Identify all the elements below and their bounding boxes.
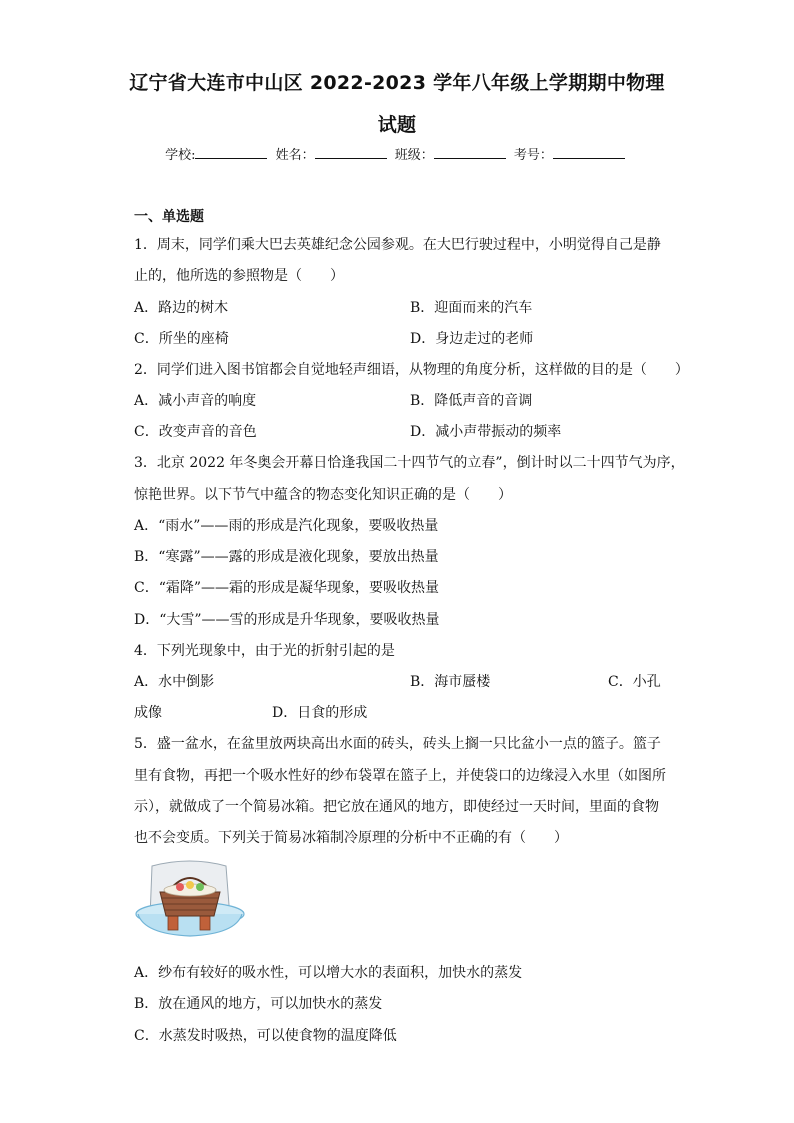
simple-fridge-illustration	[134, 858, 246, 942]
student-info-row	[0, 144, 794, 163]
q2-option-b: B．降低声音的音调	[410, 393, 533, 409]
q1-stem-line1: 1．周末，同学们乘大巴去英雄纪念公园参观。在大巴行驶过程中，小明觉得自己是静	[134, 237, 661, 253]
q4-option-b: B．海市蜃楼	[410, 674, 491, 690]
exam-title-line1: 辽宁省大连市中山区 2022-2023 学年八年级上学期期中物理	[129, 72, 665, 94]
q4-stem-line1: 4．下列光现象中，由于光的折射引起的是	[134, 643, 395, 659]
exam-title-line2: 试题	[377, 114, 417, 136]
q5-stem-line3: 示），就做成了一个简易冰箱。把它放在通风的地方，即使经过一天时间，里面的食物	[134, 799, 659, 815]
q4-option-c: C．小孔	[608, 674, 661, 690]
q3-option-c: C．“霜降”——霜的形成是凝华现象，要吸收热量	[134, 580, 440, 596]
q4-option-d: D．日食的形成	[272, 705, 368, 721]
q1-option-b: B．迎面而来的汽车	[410, 300, 533, 316]
section-heading: 一、单选题	[134, 209, 204, 225]
q5-option-a: A．纱布有较好的吸水性，可以增大水的表面积，加快水的蒸发	[134, 965, 523, 981]
q3-option-d: D．“大雪”——雪的形成是升华现象，要吸收热量	[134, 612, 440, 628]
q5-option-b: B．放在通风的地方，可以加快水的蒸发	[134, 996, 383, 1012]
name-label: 姓名：	[275, 148, 315, 163]
q3-option-a: A．“雨水”——雨的形成是汽化现象，要吸收热量	[134, 518, 439, 534]
q2-stem-line1: 2．同学们进入图书馆都会自觉地轻声细语，从物理的角度分析，这样做的目的是（ ）	[134, 362, 689, 378]
q5-stem-line1: 5．盛一盆水，在盆里放两块高出水面的砖头，砖头上搁一只比盆小一点的篮子。篮子	[134, 736, 661, 752]
exam-number-label: 考号：	[513, 148, 553, 163]
q1-option-c: C．所坐的座椅	[134, 331, 229, 347]
school-blank	[195, 146, 267, 159]
q2-option-c: C．改变声音的音色	[134, 424, 257, 440]
class-label: 班级：	[394, 148, 434, 163]
q1-stem-line2: 止的，他所选的参照物是（ ）	[134, 268, 344, 284]
q4-option-a: A．水中倒影	[134, 674, 215, 690]
q3-stem-line1: 3．北京 2022 年冬奥会开幕日恰逢我国二十四节气的立春”，倒计时以二十四节气为序，	[134, 455, 685, 471]
q1-option-a: A．路边的树木	[134, 300, 229, 316]
q1-option-d: D．身边走过的老师	[410, 331, 534, 347]
q5-stem-line2: 里有食物，再把一个吸水性好的纱布袋罩在篮子上，并使袋口的边缘浸入水里（如图所	[134, 768, 666, 784]
q5-stem-line4: 也不会变质。下列关于简易冰箱制冷原理的分析中不正确的有（ ）	[134, 830, 568, 846]
q3-option-b: B．“寒露”——露的形成是液化现象，要放出热量	[134, 549, 439, 565]
name-blank	[315, 146, 387, 159]
exam-number-blank	[553, 146, 625, 159]
q2-option-a: A．减小声音的响度	[134, 393, 257, 409]
q5-option-c: C．水蒸发时吸热，可以使食物的温度降低	[134, 1028, 397, 1044]
q3-stem-line2: 惊艳世界。以下节气中蕴含的物态变化知识正确的是（ ）	[134, 487, 512, 503]
q2-option-d: D．减小声带振动的频率	[410, 424, 562, 440]
school-label: 学校:	[165, 148, 196, 163]
q4-option-c-continued: 成像	[134, 705, 162, 721]
class-blank	[434, 146, 506, 159]
